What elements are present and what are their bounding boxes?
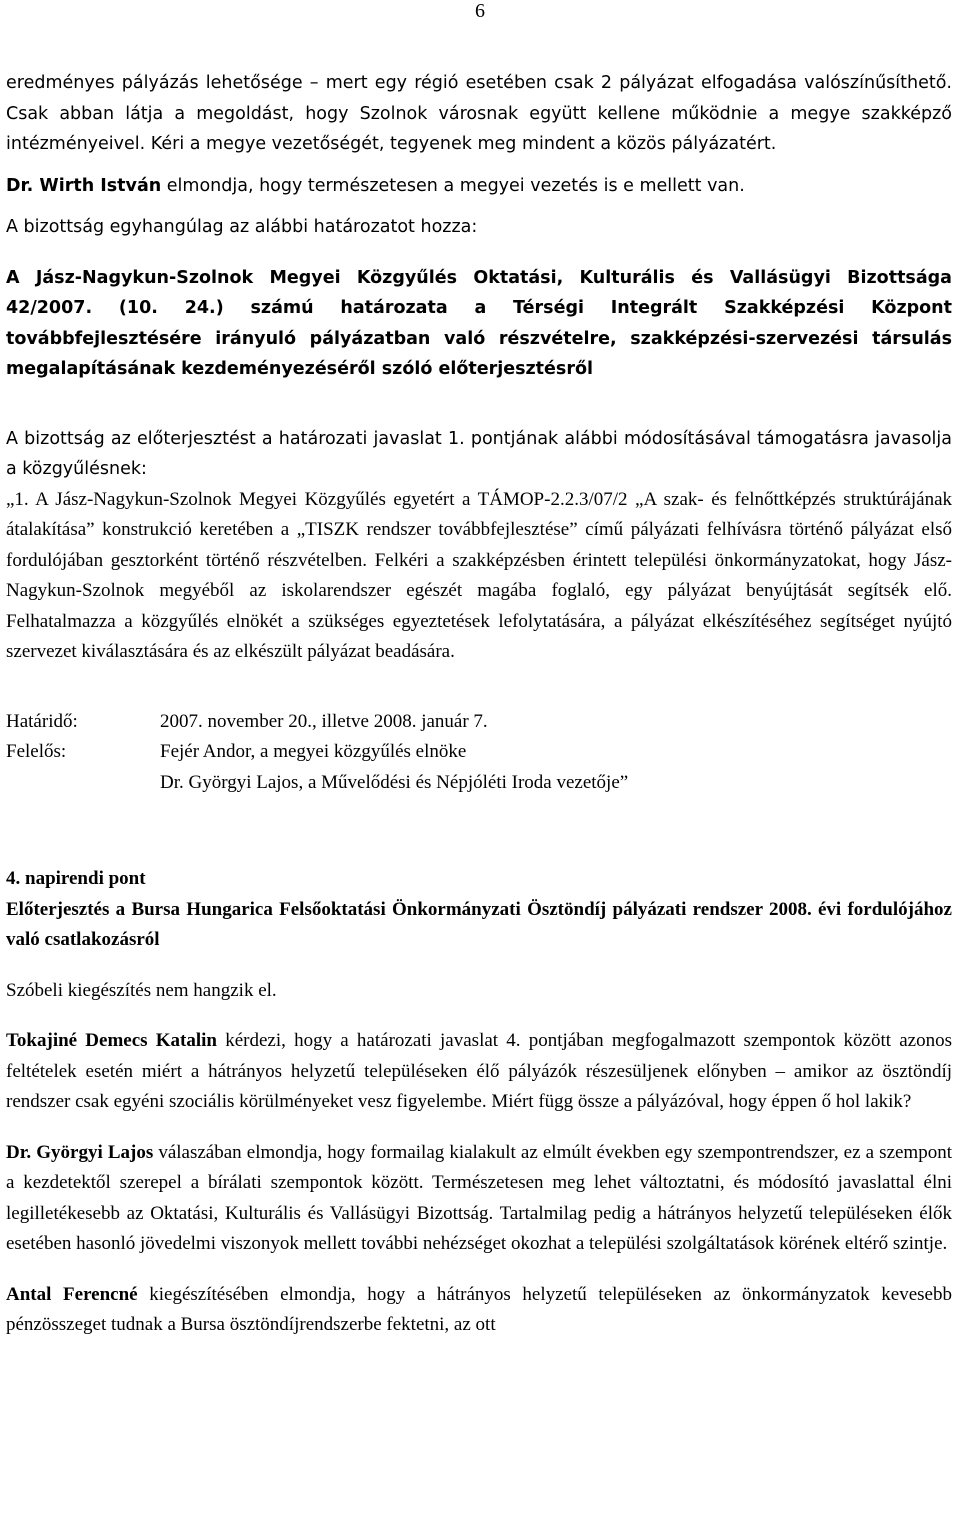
resolution-title: A Jász-Nagykun-Szolnok Megyei Közgyűlés Oktatási, Kulturális és Vallásügyi Bizottsága 42/2007. (10. 24.) számú határozata a Térségi Integrált Szakképzési Központ továbbfejlesztésére irányuló pályázatban való részvételre, szakképzési-szervezési társulás megalapításának kezdeményezéséről szóló előterjesztésről: [6, 267, 952, 379]
responsible-row: [6, 737, 952, 768]
paragraph-text: kiegészítésében elmondja, hogy a hátrányos helyzetű településeken az önkormányzatok kevesebb pénzösszeget tudnak a Bursa ösztöndíjrendszerbe fektetni, az ott: [6, 1283, 952, 1335]
paragraph-recommendation: A bizottság az előterjesztést a határozati javaslat 1. pontjának alábbi módosításával támogatásra javasolja a közgyűlésnek:: [6, 428, 952, 479]
paragraph-intro: eredményes pályázás lehetősége – mert egy régió esetében csak 2 pályázat elfogadása valószínűsíthető. Csak abban látja a megoldást, hogy Szolnok városnak együtt kellene működnie a megye szakképző intézményeivel. Kéri a megye vezetőségét, tegyenek meg mindent a közös pályázatért.: [6, 73, 952, 154]
agenda-number: 4. napirendi pont: [6, 868, 146, 889]
paragraph-no-supplement: Szóbeli kiegészítés nem hangzik el.: [6, 979, 277, 1001]
speaker-name: Dr. Wirth István: [6, 175, 162, 196]
paragraph-text: elmondja, hogy természetesen a megyei vezetés is e mellett van.: [161, 175, 745, 196]
paragraph-wirth: [6, 171, 952, 202]
deadline-value: 2007. november 20., illetve 2008. január 7.: [160, 710, 488, 732]
paragraph-answer: [6, 1138, 952, 1260]
paragraph-amendment: „1. A Jász-Nagykun-Szolnok Megyei Közgyűlés egyetért a TÁMOP-2.2.3/07/2 „A szak- és felnőttképzés struktúrájának átalakítása” konstrukció keretében a „TISZK rendszer továbbfejlesztése” című pályázati felhívásra történő pályázat első fordulójában gesztorként történő részvételben. Felkéri a szakképzésben érintett települési önkormányzatokat, hogy Jász-Nagykun-Szolnok megyéből az iskolarendszer egészét magába foglaló, egy pályázat benyújtását segítsék elő. Felhatalmazza a közgyűlés elnökét a szükséges egyeztetések lefolytatására, a pályázat elkészítéséhez segítséget nyújtó szervezet kiválasztására és az elkészült pályázat beadására.: [6, 488, 952, 662]
deadline-row: [6, 707, 952, 738]
speaker-name: Tokajiné Demecs Katalin: [6, 1030, 217, 1051]
responsibility-block: [6, 707, 952, 799]
deadline-label: Határidő:: [6, 710, 78, 732]
paragraph-committee-decision: A bizottság egyhangúlag az alábbi határozatot hozza:: [6, 217, 478, 237]
paragraph-text: kérdezi, hogy a határozati javaslat 4. pontjában megfogalmazott szempontok között azonos feltételek esetén miért a hátrányos helyzetű településeken élő pályázók részesüljenek előnyben – amikor az ösztöndíj rendszer csak egyéni szociális körülményeket vesz figyelembe. Miért függ össze a pályázóval, hogy éppen ő hol lakik?: [6, 1030, 952, 1112]
paragraph-supplement: [6, 1280, 952, 1341]
responsible-value-2: Dr. Györgyi Lajos, a Művelődési és Népjóléti Iroda vezetője”: [160, 771, 629, 793]
agenda-title: Előterjesztés a Bursa Hungarica Felsőoktatási Önkormányzati Ösztöndíj pályázati rendszer 2008. évi fordulójához való csatlakozásról: [6, 898, 952, 950]
page-number: 6: [475, 0, 485, 22]
responsible-value-1: Fejér Andor, a megyei közgyűlés elnöke: [160, 741, 467, 762]
speaker-name: Dr. Györgyi Lajos: [6, 1141, 154, 1163]
responsible-label: Felelős:: [6, 741, 67, 762]
speaker-name: Antal Ferencné: [6, 1283, 138, 1305]
document-body: [6, 68, 952, 1341]
responsible-row-2: [6, 768, 952, 799]
paragraph-text: válaszában elmondja, hogy formailag kialakult az elmúlt években egy szempontrendszer, ez a szempont a kezdetektől szerepel a bírálati szempontok között. Természetesen meg lehet változtatni, és módosító javaslattal élni legilletékesebb az Oktatási, Kulturális és Vallásügyi Bizottság. Tartalmilag pedig a hátrányos helyzetű településeken élők esetében hasonló jövedelmi viszonyok mellett további nehézséget okozhat a települési szolgáltatások körének eltérő szintje.: [6, 1141, 952, 1254]
paragraph-question: [6, 1026, 952, 1118]
